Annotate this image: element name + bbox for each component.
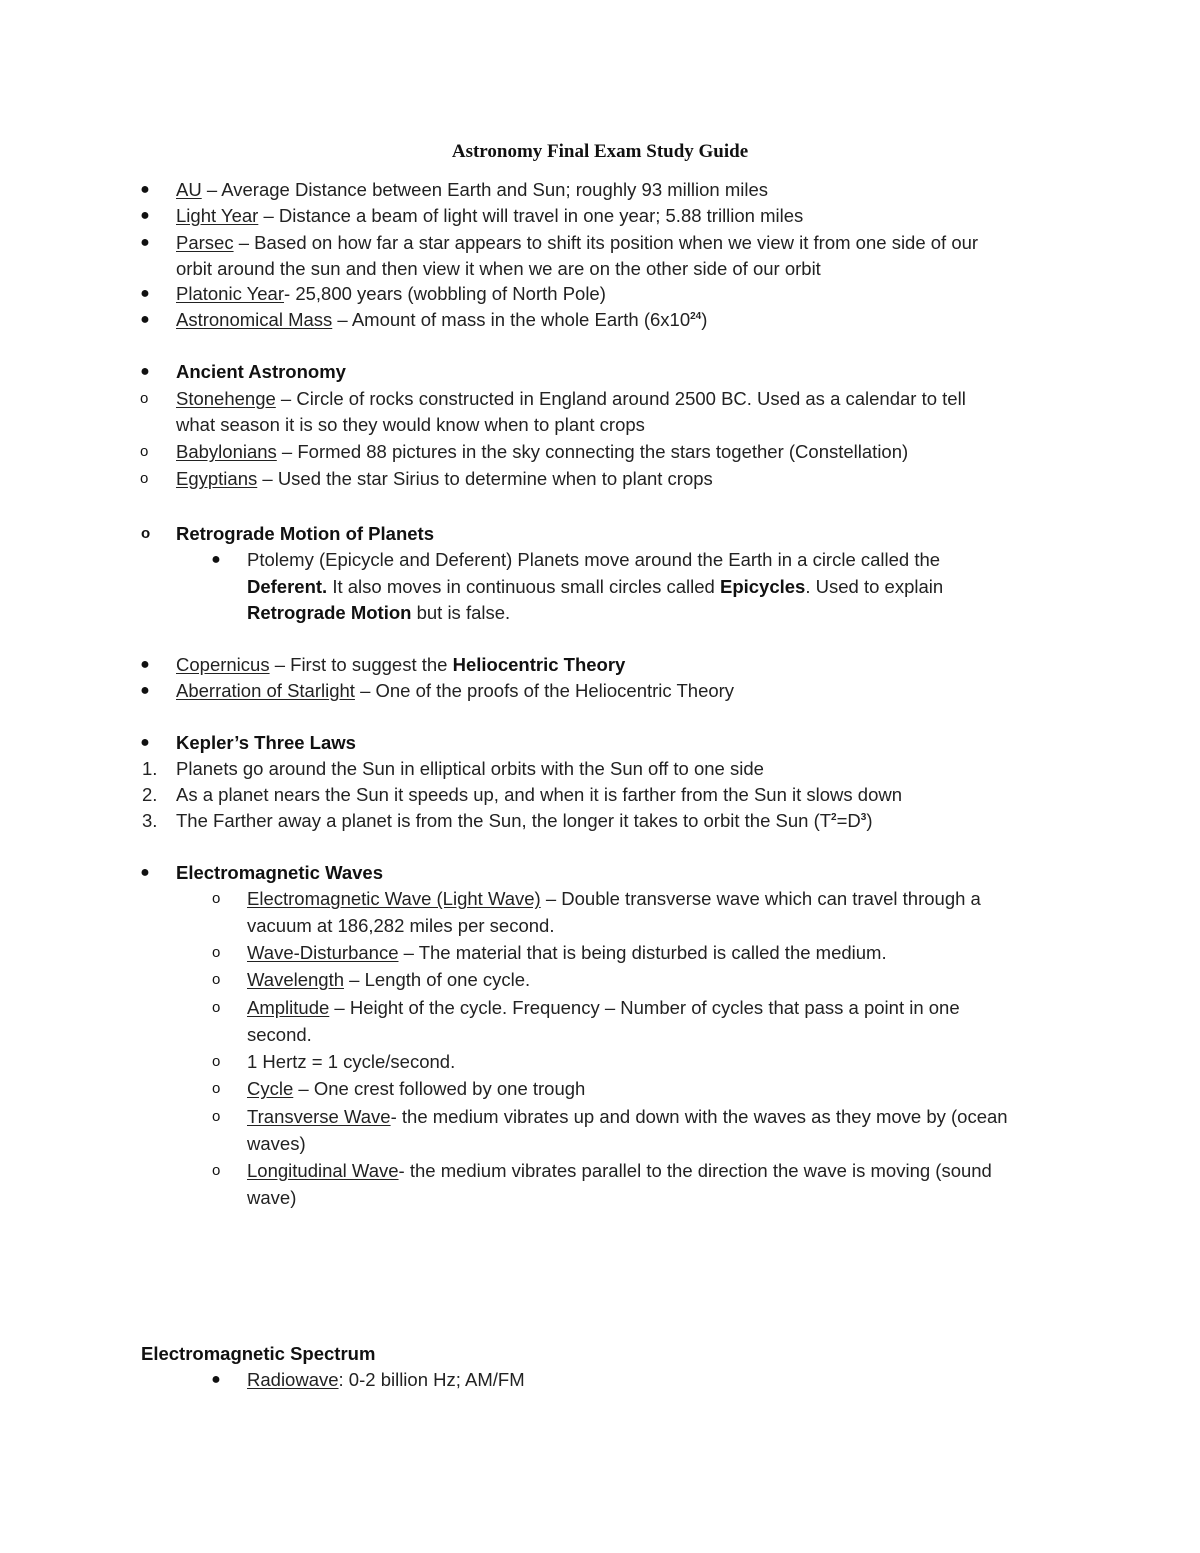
section-heading-spectrum <box>141 1341 375 1367</box>
term: Radiowave <box>247 1369 339 1390</box>
circle-bullet-icon: o <box>140 390 149 407</box>
bold-term: Heliocentric Theory <box>452 654 626 675</box>
bullet-icon: ● <box>140 864 150 881</box>
definition-au <box>176 177 768 203</box>
bullet-icon: ● <box>211 1371 221 1388</box>
term: AU <box>176 179 202 200</box>
term: Longitudinal Wave <box>247 1160 399 1181</box>
superscript: 2 <box>831 811 837 823</box>
bullet-icon: ● <box>140 682 150 699</box>
item-text: – Length of one cycle. <box>344 969 531 990</box>
law-text: ) <box>866 810 873 831</box>
superscript: 3 <box>860 811 867 823</box>
definition-parsec <box>176 230 978 256</box>
item-text: – Height of the cycle. Frequency – Number of cycles that pass a point in one <box>329 997 960 1018</box>
item-text: - the medium vibrates up and down with the waves as they move by (ocean <box>390 1106 1008 1127</box>
ptolemy-line-3 <box>247 600 510 626</box>
em-item-wave-disturbance <box>247 940 887 966</box>
term: Parsec <box>176 232 234 253</box>
law-text: The Farther away a planet is from the Sun, the longer it takes to orbit the Sun (T <box>176 810 832 831</box>
definition-tail: ) <box>701 309 708 330</box>
heading-text: Retrograde Motion of Planets <box>176 523 434 544</box>
em-item-light-wave-cont: vacuum at 186,282 miles per second. <box>247 915 555 936</box>
item-text: – Double transverse wave which can travel through a <box>540 888 981 909</box>
term: Astronomical Mass <box>176 309 333 330</box>
item-text: : 0-2 billion Hz; AM/FM <box>338 1369 525 1390</box>
ancient-item-stonehenge <box>176 386 966 412</box>
term: Stonehenge <box>176 388 276 409</box>
item-text: – One crest followed by one trough <box>293 1078 586 1099</box>
item-text: – Used the star Sirius to determine when to plant crops <box>257 468 713 489</box>
bullet-icon: ● <box>140 656 150 673</box>
law-text: =D <box>836 810 861 831</box>
heading-text: Kepler’s Three Laws <box>176 732 356 753</box>
item-text: – One of the proofs of the Heliocentric Theory <box>354 680 735 701</box>
term: Amplitude <box>247 997 330 1018</box>
definition-text: – Based on how far a star appears to shift its position when we view it from one side of our <box>233 232 979 253</box>
list-number: 3. <box>142 810 158 831</box>
item-text: – First to suggest the <box>269 654 453 675</box>
section-heading-retrograde <box>176 521 434 547</box>
item-text: - the medium vibrates parallel to the direction the wave is moving (sound <box>398 1160 992 1181</box>
item-copernicus <box>176 652 625 678</box>
em-item-transverse <box>247 1104 1008 1130</box>
circle-bullet-icon: o <box>212 1162 221 1179</box>
page-title: Astronomy Final Exam Study Guide <box>451 141 749 162</box>
circle-bullet-icon: o <box>212 1108 221 1125</box>
superscript: 24 <box>690 310 702 322</box>
term: Light Year <box>176 205 259 226</box>
bullet-icon: ● <box>140 207 150 224</box>
em-item-amplitude <box>247 995 960 1021</box>
em-item-light-wave <box>247 886 981 912</box>
term: Babylonians <box>176 441 277 462</box>
bullet-icon: ● <box>211 551 221 568</box>
em-item-amplitude-cont: second. <box>247 1024 312 1045</box>
kepler-law-3 <box>176 808 873 834</box>
ancient-item-egyptians <box>176 466 713 492</box>
section-heading-ancient <box>176 359 346 385</box>
definition-platonic-year <box>176 281 606 307</box>
term: Egyptians <box>176 468 258 489</box>
kepler-law-2: As a planet nears the Sun it speeds up, and when it is farther from the Sun it slows down <box>176 784 903 805</box>
term: Wave-Disturbance <box>247 942 399 963</box>
heading-text: Ancient Astronomy <box>176 361 346 382</box>
spectrum-item-radiowave <box>247 1367 525 1393</box>
bullet-icon: ● <box>140 311 150 328</box>
definition-light-year <box>176 203 803 229</box>
bullet-icon: ● <box>140 285 150 302</box>
circle-bullet-icon: o <box>140 470 149 487</box>
definition-text: – Amount of mass in the whole Earth (6x10 <box>332 309 691 330</box>
em-item-longitudinal-cont: wave) <box>247 1187 297 1208</box>
item-text: – Formed 88 pictures in the sky connecting the stars together (Constellation) <box>276 441 909 462</box>
circle-bullet-icon: o <box>212 944 221 961</box>
line-text: but is false. <box>411 602 511 623</box>
bullet-icon: ● <box>140 734 150 751</box>
item-text: – The material that is being disturbed is called the medium. <box>398 942 887 963</box>
term: Electromagnetic Wave (Light Wave) <box>247 888 541 909</box>
em-item-cycle <box>247 1076 585 1102</box>
term: Platonic Year <box>176 283 285 304</box>
section-heading-em-waves <box>176 860 383 886</box>
definition-parsec-cont: orbit around the sun and then view it when we are on the other side of our orbit <box>176 258 821 279</box>
list-number: 2. <box>142 784 158 805</box>
term: Wavelength <box>247 969 345 990</box>
bullet-icon: ● <box>140 363 150 380</box>
bold-term: Epicycles <box>719 576 806 597</box>
line-text: . Used to explain <box>805 576 944 597</box>
term: Aberration of Starlight <box>176 680 355 701</box>
bullet-icon: ● <box>140 181 150 198</box>
em-item-hertz: 1 Hertz = 1 cycle/second. <box>247 1051 456 1072</box>
circle-bullet-icon: o <box>141 525 151 542</box>
heading-text: Electromagnetic Spectrum <box>141 1343 376 1364</box>
em-item-transverse-cont: waves) <box>247 1133 306 1154</box>
line-text: It also moves in continuous small circles called <box>327 576 720 597</box>
ancient-item-babylonians <box>176 439 908 465</box>
circle-bullet-icon: o <box>140 443 149 460</box>
em-item-longitudinal <box>247 1158 992 1184</box>
definition-text: - 25,800 years (wobbling of North Pole) <box>284 283 606 304</box>
circle-bullet-icon: o <box>212 971 221 988</box>
ptolemy-line-1: Ptolemy (Epicycle and Deferent) Planets move around the Earth in a circle called the <box>247 549 941 570</box>
item-text: – Circle of rocks constructed in England around 2500 BC. Used as a calendar to tell <box>275 388 966 409</box>
circle-bullet-icon: o <box>212 999 221 1016</box>
definition-astronomical-mass <box>176 307 707 333</box>
section-heading-kepler <box>176 730 356 756</box>
bold-term: Retrograde Motion <box>247 602 412 623</box>
term: Cycle <box>247 1078 294 1099</box>
term: Transverse Wave <box>247 1106 391 1127</box>
ptolemy-line-2 <box>247 574 943 600</box>
circle-bullet-icon: o <box>212 1053 221 1070</box>
bold-term: Deferent. <box>247 576 328 597</box>
ancient-item-stonehenge-cont: what season it is so they would know when to plant crops <box>176 414 645 435</box>
term: Copernicus <box>176 654 270 675</box>
bullet-icon: ● <box>140 234 150 251</box>
circle-bullet-icon: o <box>212 1080 221 1097</box>
circle-bullet-icon: o <box>212 890 221 907</box>
kepler-law-1: Planets go around the Sun in elliptical orbits with the Sun off to one side <box>176 758 764 779</box>
list-number: 1. <box>142 758 158 779</box>
definition-text: – Average Distance between Earth and Sun; roughly 93 million miles <box>201 179 768 200</box>
definition-text: – Distance a beam of light will travel in one year; 5.88 trillion miles <box>258 205 804 226</box>
heading-text: Electromagnetic Waves <box>176 862 384 883</box>
item-aberration <box>176 678 734 704</box>
em-item-wavelength <box>247 967 530 993</box>
